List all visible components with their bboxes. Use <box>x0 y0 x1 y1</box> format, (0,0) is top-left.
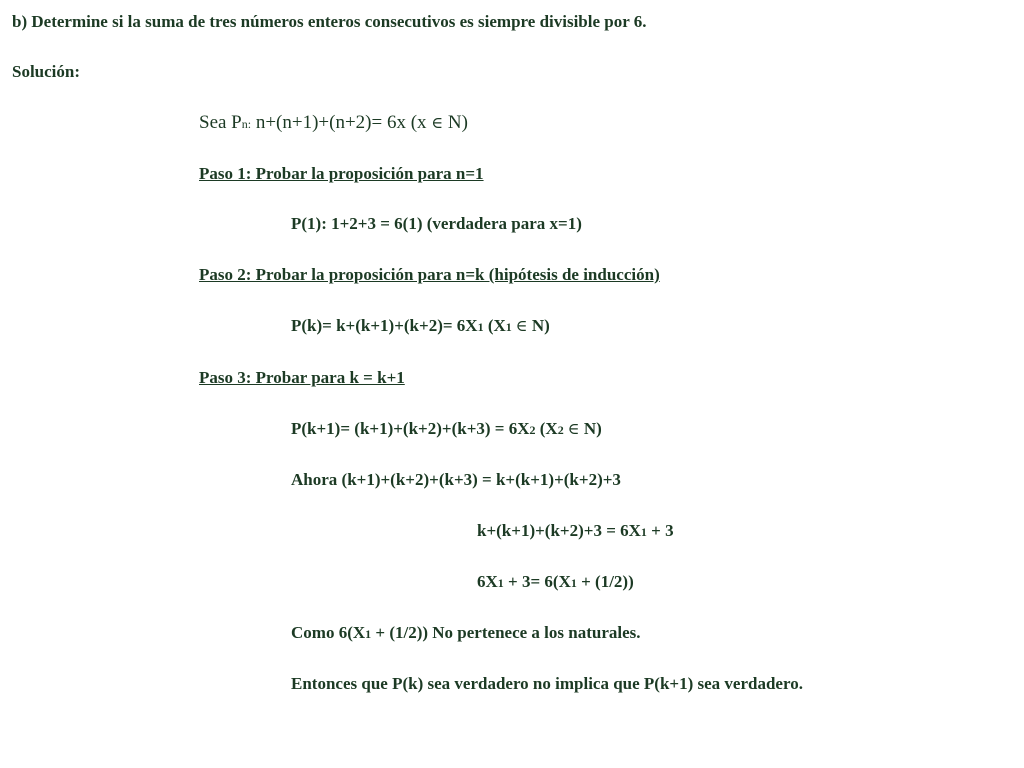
proposition-expression: n+(n+1)+(n+2)= 6x (x <box>251 112 432 133</box>
proposition-line <box>199 113 468 134</box>
element-of-symbol: ∈ <box>511 318 528 335</box>
step3-line-b: (X <box>535 419 558 438</box>
equation-1 <box>477 521 674 542</box>
como-line <box>291 623 641 644</box>
equation-1-sub: 1 <box>640 525 647 539</box>
como-a: Como 6(X <box>291 623 366 642</box>
problem-statement: b) Determine si la suma de tres números enteros consecutivos es siempre divisible por 6. <box>12 12 647 31</box>
step2-title: Paso 2: Probar la proposición para n=k (hipótesis de inducción) <box>199 265 660 284</box>
step2-line-b: (X <box>483 316 506 335</box>
element-of-symbol: ∈ <box>431 115 444 132</box>
conclusion-line: Entonces que P(k) sea verdadero no implica que P(k+1) sea verdadero. <box>291 674 803 693</box>
como-b: + (1/2)) No pertenece a los naturales. <box>371 623 641 642</box>
step2-sub-1: 1 <box>477 320 484 334</box>
step2-line-c: N) <box>527 316 550 335</box>
step1-title: Paso 1: Probar la proposición para n=1 <box>199 164 484 183</box>
ahora-line: Ahora (k+1)+(k+2)+(k+3) = k+(k+1)+(k+2)+3 <box>291 470 621 489</box>
equation-2-sub-2: 1 <box>570 576 577 590</box>
step3-line-a: P(k+1)= (k+1)+(k+2)+(k+3) = 6X <box>291 419 530 438</box>
step2-line-a: P(k)= k+(k+1)+(k+2)= 6X <box>291 316 478 335</box>
equation-2-sub-1: 1 <box>497 576 504 590</box>
proposition-suffix: N) <box>443 112 468 133</box>
step3-line <box>291 419 602 440</box>
step3-sub-1: 2 <box>529 423 536 437</box>
step2-sub-2: 1 <box>505 320 512 334</box>
como-sub: 1 <box>365 627 372 641</box>
step3-title: Paso 3: Probar para k = k+1 <box>199 368 405 387</box>
equation-2-a: 6X <box>477 572 498 591</box>
step1-line: P(1): 1+2+3 = 6(1) (verdadera para x=1) <box>291 214 582 233</box>
equation-1-b: + 3 <box>646 521 674 540</box>
equation-2 <box>477 572 634 593</box>
element-of-symbol: ∈ <box>563 421 580 438</box>
step2-line <box>291 316 550 337</box>
equation-2-c: + (1/2)) <box>576 572 634 591</box>
proposition-subscript: n: <box>241 117 252 131</box>
equation-1-a: k+(k+1)+(k+2)+3 = 6X <box>477 521 641 540</box>
equation-2-b: + 3= 6(X <box>503 572 571 591</box>
step3-sub-2: 2 <box>557 423 564 437</box>
solution-label: Solución: <box>12 62 81 81</box>
step3-line-c: N) <box>579 419 602 438</box>
proposition-prefix: Sea P <box>199 112 242 133</box>
